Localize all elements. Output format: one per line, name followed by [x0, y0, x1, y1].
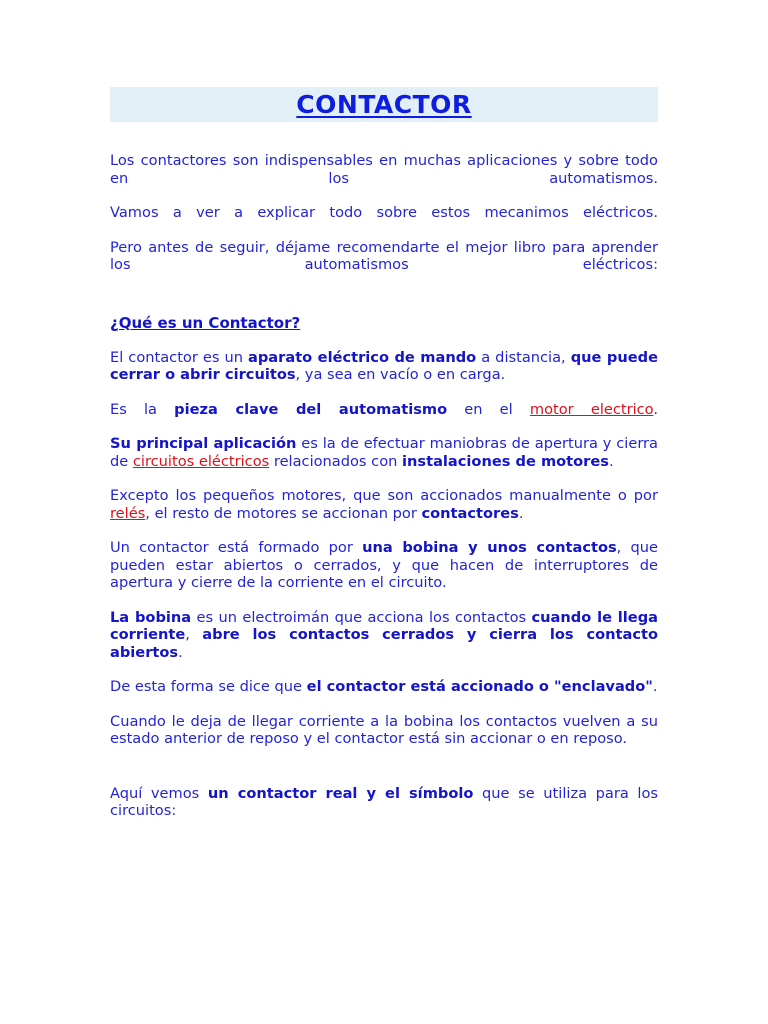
bold-run: instalaciones de motores [402, 452, 609, 470]
text-run: , que pueden estar abiertos o cerrados, y que hacen de interruptores de apertura y cierre de la corriente en el circuito. [110, 539, 659, 591]
bold-run: aparato eléctrico de mando [248, 348, 477, 366]
text-run: es la de efectuar maniobras de apertura y cierra de [110, 435, 659, 470]
paragraph-small-motors [110, 487, 658, 522]
title-band [110, 87, 658, 122]
text-run: relacionados con [269, 452, 403, 470]
text-run: Un contactor está formado por [110, 539, 363, 556]
bold-run: contactores [421, 504, 519, 522]
text-run: a distancia, [476, 348, 571, 366]
bold-run: Su principal aplicación [110, 435, 297, 452]
intro-paragraph-1: Los contactores son indispensables en muchas aplicaciones y sobre todo en los automatismos. [110, 152, 658, 187]
text-run: Excepto los pequeños motores, que son accionados manualmente o por [110, 487, 658, 504]
text-run: El contactor es un [110, 348, 249, 366]
bold-run: abre los contactos cerrados y cierra los contacto abiertos [110, 626, 659, 661]
bold-run: una bobina y unos contactos [362, 539, 617, 556]
bold-run: pieza clave del automatismo [174, 400, 448, 418]
bold-run: un contactor real y el símbolo [207, 784, 474, 802]
text-run: , ya sea en vacío o en carga. [295, 366, 506, 383]
text-run: . [652, 678, 658, 695]
intro-paragraph-3: Pero antes de seguir, déjame recomendarte el mejor libro para aprender los automatismos eléctricos: [110, 238, 658, 273]
document-content [110, 87, 658, 837]
paragraph-key-piece [110, 401, 658, 419]
bold-run: La bobina [110, 608, 192, 626]
text-run: . [653, 400, 658, 418]
page-title: CONTACTOR [296, 90, 472, 119]
paragraph-real-contactor [110, 785, 658, 820]
bold-run: el contactor está accionado o "enclavado" [306, 678, 653, 695]
text-run: , [185, 626, 203, 643]
bold-run: cuando le llega corriente [110, 608, 658, 643]
paragraph-main-application [110, 435, 658, 470]
text-run: Es la [110, 400, 175, 418]
text-run: De esta forma se dice que [110, 678, 307, 695]
text-run: . [178, 643, 183, 661]
paragraph-coil [110, 609, 658, 662]
text-run: es un electroimán que acciona los contactos [191, 608, 532, 626]
text-run: en el [447, 400, 530, 418]
paragraph-composition [110, 539, 658, 592]
text-run: . [518, 504, 524, 522]
intro-paragraph-2: Vamos a ver a explicar todo sobre estos mecanimos eléctricos. [110, 204, 658, 221]
text-run: . [608, 452, 614, 470]
text-run: , el resto de motores se accionan por [145, 504, 422, 522]
link-circuitos-electricos[interactable]: circuitos eléctricos [132, 452, 270, 470]
link-motor-electrico[interactable]: motor electrico [529, 400, 654, 418]
bold-run: que puede cerrar o abrir circuitos [110, 348, 659, 383]
paragraph-engaged [110, 678, 658, 696]
text-run: Aquí vemos [110, 784, 208, 802]
section-heading: ¿Qué es un Contactor? [110, 313, 301, 332]
link-reles[interactable]: relés [110, 504, 146, 522]
paragraph-rest-state: Cuando le deja de llegar corriente a la bobina los contactos vuelven a su estado anterior de reposo y el contactor está sin accionar o en reposo. [110, 712, 658, 747]
text-run: que se utiliza para los circuitos: [110, 784, 658, 819]
paragraph-definition [110, 349, 658, 384]
spacer [110, 765, 658, 785]
